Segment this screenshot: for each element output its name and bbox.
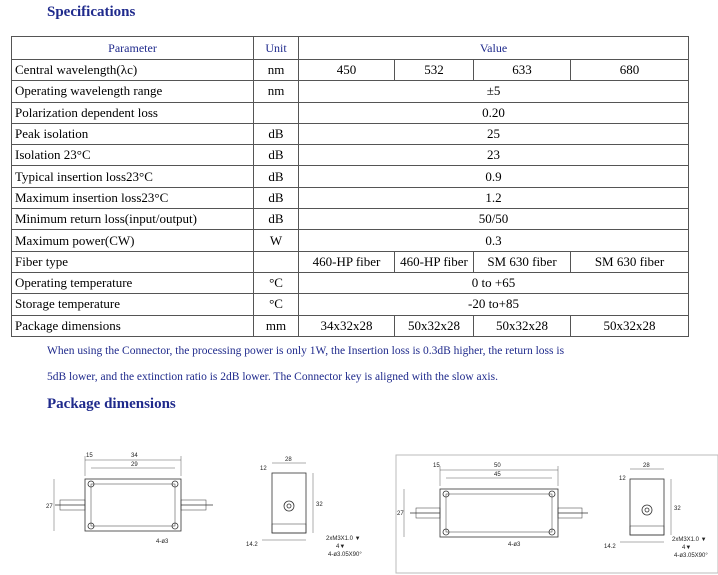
row-unit: dB bbox=[254, 145, 299, 166]
row-value: -20 to+85 bbox=[299, 294, 689, 315]
small-side-note-2: 4▼ bbox=[336, 544, 346, 550]
row-parameter: Operating wavelength range bbox=[12, 81, 254, 102]
row-unit: nm bbox=[254, 60, 299, 81]
row-value: ±5 bbox=[299, 81, 689, 102]
large-package-side-view bbox=[620, 469, 671, 542]
small-dim-left-small: 15 bbox=[86, 453, 93, 459]
row-parameter: Maximum power(CW) bbox=[12, 230, 254, 251]
large-side-dim-bottom: 14.2 bbox=[604, 544, 616, 550]
large-dim-left: 27 bbox=[397, 511, 404, 517]
small-side-note-3: 4-ø3.05X90° bbox=[328, 552, 362, 558]
row-value: 0.20 bbox=[299, 102, 689, 123]
large-side-dim-top: 28 bbox=[643, 463, 650, 469]
row-parameter: Storage temperature bbox=[12, 294, 254, 315]
row-value: 633 bbox=[474, 60, 571, 81]
row-parameter: Fiber type bbox=[12, 251, 254, 272]
row-value: 50x32x28 bbox=[474, 315, 571, 336]
row-parameter: Maximum insertion loss23°C bbox=[12, 187, 254, 208]
connector-note-line-1: When using the Connector, the processing power is only 1W, the Insertion loss is 0.3dB higher, the return loss is bbox=[47, 345, 565, 357]
row-value: 34x32x28 bbox=[299, 315, 395, 336]
row-parameter: Isolation 23°C bbox=[12, 145, 254, 166]
row-parameter: Central wavelength(λc) bbox=[12, 60, 254, 81]
small-side-dim-right: 32 bbox=[316, 502, 323, 508]
large-side-note-1: 2xM3X1.0 ▼ bbox=[672, 537, 707, 543]
row-parameter: Peak isolation bbox=[12, 123, 254, 144]
large-hole-label: 4-ø3 bbox=[508, 542, 521, 548]
large-dim-top-outer: 50 bbox=[494, 463, 501, 469]
row-parameter: Package dimensions bbox=[12, 315, 254, 336]
small-side-dim-top: 28 bbox=[285, 457, 292, 463]
row-value: 1.2 bbox=[299, 187, 689, 208]
row-parameter: Operating temperature bbox=[12, 272, 254, 293]
row-unit: dB bbox=[254, 209, 299, 230]
row-value: 25 bbox=[299, 123, 689, 144]
large-side-dim-right: 32 bbox=[674, 506, 681, 512]
row-value: 50x32x28 bbox=[571, 315, 689, 336]
small-side-dim-bottom: 14.2 bbox=[246, 542, 258, 548]
header-value: Value bbox=[299, 37, 689, 60]
row-parameter: Typical insertion loss23°C bbox=[12, 166, 254, 187]
small-package-side-view bbox=[262, 463, 313, 540]
large-dim-top-inner: 45 bbox=[494, 472, 501, 478]
row-value: 532 bbox=[395, 60, 474, 81]
package-dimensions-heading: Package dimensions bbox=[47, 396, 176, 412]
small-dim-top-outer: 34 bbox=[131, 453, 138, 459]
row-unit: °C bbox=[254, 294, 299, 315]
large-side-note-2: 4▼ bbox=[682, 545, 692, 551]
small-side-note-1: 2xM3X1.0 ▼ bbox=[326, 536, 361, 542]
row-value: 460-HP fiber bbox=[299, 251, 395, 272]
row-unit: dB bbox=[254, 123, 299, 144]
row-parameter: Polarization dependent loss bbox=[12, 102, 254, 123]
row-value: 0 to +65 bbox=[299, 272, 689, 293]
small-dim-top-inner: 29 bbox=[131, 462, 138, 468]
small-dim-left: 27 bbox=[46, 504, 53, 510]
row-unit: W bbox=[254, 230, 299, 251]
large-side-note-3: 4-ø3.05X90° bbox=[674, 553, 708, 559]
connector-note-line-2: 5dB lower, and the extinction ratio is 2dB lower. The Connector key is aligned with the slow axis. bbox=[47, 371, 498, 383]
row-unit: dB bbox=[254, 166, 299, 187]
row-value: 50x32x28 bbox=[395, 315, 474, 336]
drawing-frame bbox=[396, 455, 718, 573]
row-value: SM 630 fiber bbox=[474, 251, 571, 272]
row-unit: dB bbox=[254, 187, 299, 208]
row-value: 23 bbox=[299, 145, 689, 166]
row-value: 0.9 bbox=[299, 166, 689, 187]
specifications-heading: Specifications bbox=[47, 4, 136, 20]
header-parameter: Parameter bbox=[12, 37, 254, 60]
large-side-dim-left: 12 bbox=[619, 476, 626, 482]
large-dim-left-small: 15 bbox=[433, 463, 440, 469]
row-unit: mm bbox=[254, 315, 299, 336]
row-value: 450 bbox=[299, 60, 395, 81]
row-unit: nm bbox=[254, 81, 299, 102]
header-unit: Unit bbox=[254, 37, 299, 60]
row-unit: °C bbox=[254, 272, 299, 293]
row-parameter: Minimum return loss(input/output) bbox=[12, 209, 254, 230]
row-value: SM 630 fiber bbox=[571, 251, 689, 272]
small-hole-label: 4-ø3 bbox=[156, 539, 169, 545]
row-value: 0.3 bbox=[299, 230, 689, 251]
row-value: 50/50 bbox=[299, 209, 689, 230]
row-value: 680 bbox=[571, 60, 689, 81]
small-side-dim-left: 12 bbox=[260, 466, 267, 472]
row-value: 460-HP fiber bbox=[395, 251, 474, 272]
